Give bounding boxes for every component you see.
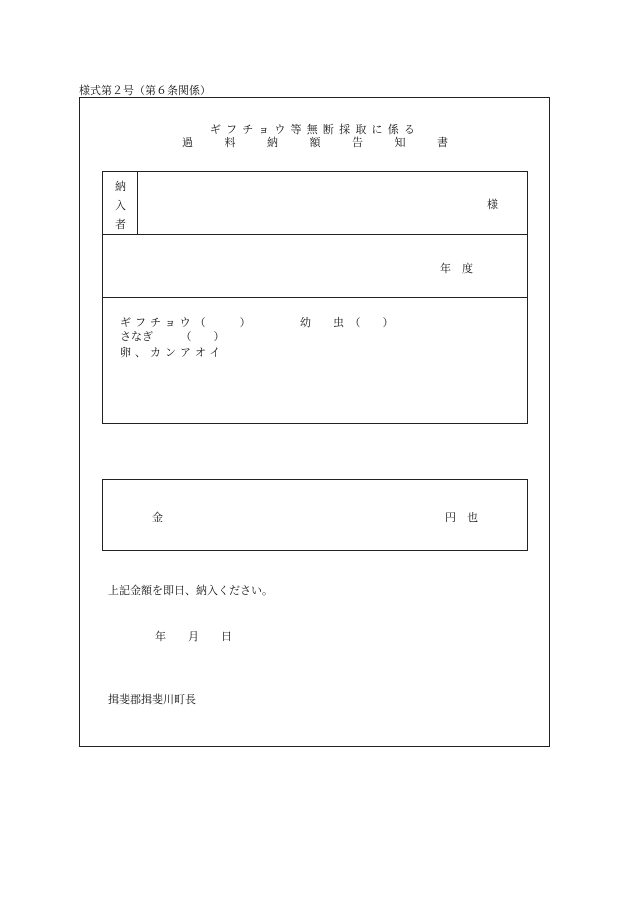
payer-label-char-1: 納 [115,180,126,193]
item-gifu-butterfly: ギフチョウ（ ） [120,316,255,329]
payment-instruction: 上記金額を即日、納入ください。 [108,584,273,597]
amount-suffix: 円 也 [445,511,478,524]
payer-label-char-2: 入 [115,199,126,212]
item-pupa: さなぎ （ ） [120,330,225,343]
notice-title-line2: 過 料 納 額 告 知 書 [182,136,448,149]
fiscal-year-field: 年 度 [440,262,473,275]
issuer-name: 揖斐郡揖斐川町長 [108,693,196,706]
payer-label-char-3: 者 [115,218,126,231]
row-divider-payer [102,234,528,235]
payer-label-divider [137,171,138,234]
amount-prefix: 金 [152,511,163,524]
issue-date-line: 年 月 日 [155,630,232,643]
payer-honorific: 様 [487,198,498,211]
item-eggs-asarum: 卵、カンアオイ [120,346,225,359]
item-larva: 幼 虫 （ ） [300,316,394,329]
form-number-label: 様式第２号（第６条関係） [79,84,211,97]
row-divider-year [102,297,528,298]
notice-title-line1: ギフチョウ等無断採取に係る [209,123,421,136]
